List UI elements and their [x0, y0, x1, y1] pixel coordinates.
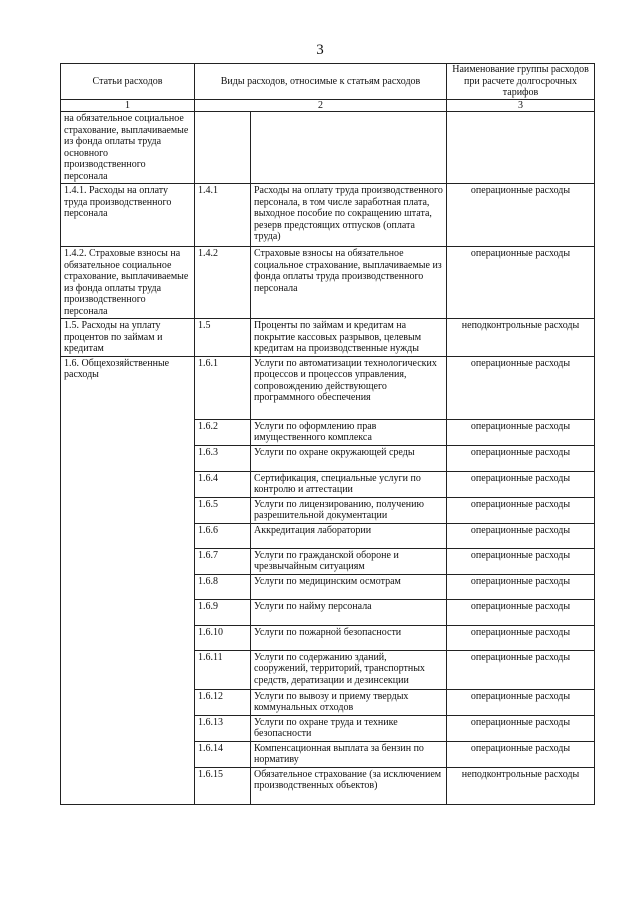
cell-code: 1.6.5 [195, 497, 251, 523]
cell-code: 1.6.13 [195, 715, 251, 741]
cell-group: операционные расходы [447, 247, 595, 319]
table-row [61, 112, 595, 184]
cell-group: операционные расходы [447, 445, 595, 471]
cell-group: операционные расходы [447, 419, 595, 445]
cell-description: Обязательное страхование (за исключением производственных объектов) [251, 767, 447, 804]
cell-description: Услуги по вывозу и приему твердых коммунальных отходов [251, 689, 447, 715]
cell-description: Услуги по лицензированию, получению разрешительной документации [251, 497, 447, 523]
cell-code: 1.4.2 [195, 247, 251, 319]
cell-group: неподконтрольные расходы [447, 319, 595, 357]
cell-code: 1.4.1 [195, 184, 251, 247]
cell-group: операционные расходы [447, 523, 595, 548]
cell-group: неподконтрольные расходы [447, 767, 595, 804]
cell-description: Расходы на оплату труда производственного персонала, в том числе заработная плата, выходное пособие по сокращению штата, резерв предстоящих отпусков (оплата труда) [251, 184, 447, 247]
cell-group: операционные расходы [447, 184, 595, 247]
cell-description: Услуги по гражданской обороне и чрезвычайным ситуациям [251, 548, 447, 574]
cell-code: 1.6.8 [195, 574, 251, 599]
cell-article: 1.4.2. Страховые взносы на обязательное социальное страхование, выплачиваемые из фонда оплаты труда производственного персонала [61, 247, 195, 319]
cell-article: на обязательное социальное страхование, выплачиваемые из фонда оплаты труда основного производственного персонала [61, 112, 195, 184]
cell-group: операционные расходы [447, 625, 595, 650]
cell-group: операционные расходы [447, 599, 595, 625]
cell-description: Сертификация, специальные услуги по контролю и аттестации [251, 471, 447, 497]
cell-description: Проценты по займам и кредитам на покрытие кассовых разрывов, целевым кредитам на производственные нужды [251, 319, 447, 357]
cell-code: 1.6.3 [195, 445, 251, 471]
cell-description: Услуги по содержанию зданий, сооружений, территорий, транспортных средств, дератизации и дезинсекции [251, 650, 447, 689]
table-row [61, 319, 595, 357]
cell-group: операционные расходы [447, 574, 595, 599]
header-group: Наименование группы расходов при расчете долгосрочных тарифов [447, 64, 595, 100]
cell-code: 1.6.6 [195, 523, 251, 548]
cell-group: операционные расходы [447, 356, 595, 419]
cell-group: операционные расходы [447, 471, 595, 497]
expense-table [60, 63, 595, 805]
cell-code: 1.6.9 [195, 599, 251, 625]
table-row [61, 247, 595, 319]
cell-description: Услуги по охране труда и технике безопасности [251, 715, 447, 741]
cell-article: 1.5. Расходы на уплату процентов по займам и кредитам [61, 319, 195, 357]
cell-code: 1.6.1 [195, 356, 251, 419]
cell-code: 1.6.11 [195, 650, 251, 689]
cell-group: операционные расходы [447, 650, 595, 689]
cell-code: 1.6.4 [195, 471, 251, 497]
header-articles: Статьи расходов [61, 64, 195, 100]
cell-description: Аккредитация лаборатории [251, 523, 447, 548]
column-number-2: 2 [195, 100, 447, 112]
page-number: 3 [316, 42, 324, 58]
cell-group [447, 112, 595, 184]
cell-description [251, 112, 447, 184]
cell-description: Компенсационная выплата за бензин по нормативу [251, 741, 447, 767]
column-numbers-row [61, 100, 595, 112]
header-kinds: Виды расходов, относимые к статьям расходов [195, 64, 447, 100]
cell-description: Услуги по автоматизации технологических процессов и процессов управления, сопровождению действующего программного обеспечения [251, 356, 447, 419]
table-row [61, 356, 595, 419]
cell-code: 1.6.7 [195, 548, 251, 574]
cell-description: Услуги по медицинским осмотрам [251, 574, 447, 599]
table-header-row [61, 64, 595, 100]
column-number-3: 3 [447, 100, 595, 112]
cell-group: операционные расходы [447, 497, 595, 523]
cell-code: 1.6.14 [195, 741, 251, 767]
cell-code: 1.6.12 [195, 689, 251, 715]
cell-description: Услуги по оформлению прав имущественного комплекса [251, 419, 447, 445]
cell-description: Услуги по охране окружающей среды [251, 445, 447, 471]
cell-description: Услуги по найму персонала [251, 599, 447, 625]
cell-group: операционные расходы [447, 548, 595, 574]
cell-description: Страховые взносы на обязательное социальное страхование, выплачиваемые из фонда оплаты труда производственного персонала [251, 247, 447, 319]
cell-group: операционные расходы [447, 715, 595, 741]
cell-code: 1.6.2 [195, 419, 251, 445]
cell-group: операционные расходы [447, 689, 595, 715]
cell-code: 1.6.10 [195, 625, 251, 650]
cell-article: 1.6. Общехозяйственные расходы [61, 356, 195, 804]
cell-code [195, 112, 251, 184]
table-body [61, 112, 595, 805]
cell-code: 1.6.15 [195, 767, 251, 804]
cell-description: Услуги по пожарной безопасности [251, 625, 447, 650]
cell-code: 1.5 [195, 319, 251, 357]
column-number-1: 1 [61, 100, 195, 112]
cell-article: 1.4.1. Расходы на оплату труда производственного персонала [61, 184, 195, 247]
table-row [61, 184, 595, 247]
cell-group: операционные расходы [447, 741, 595, 767]
